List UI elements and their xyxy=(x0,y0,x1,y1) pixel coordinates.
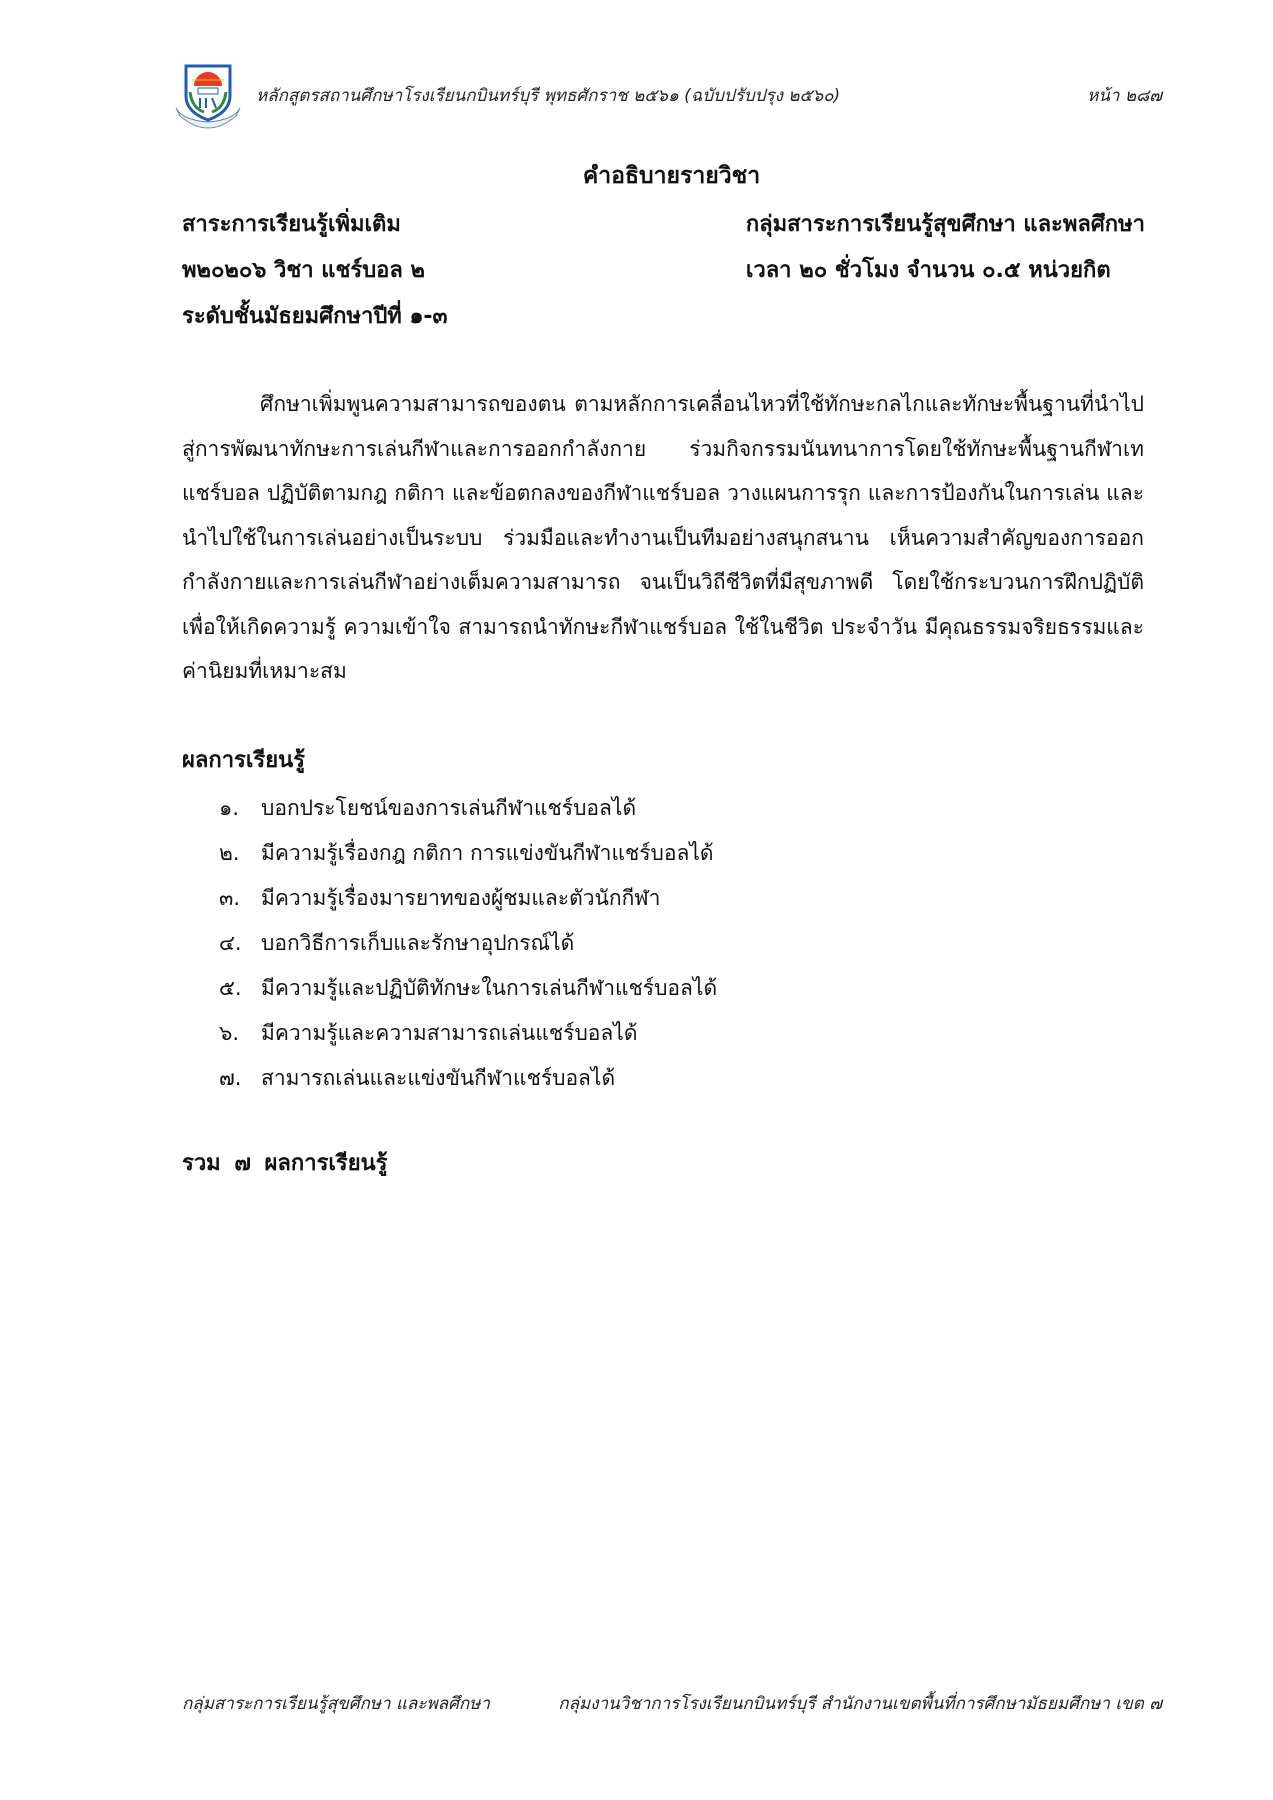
grade-level: ระดับชั้นมัธยมศึกษาปีที่ ๑-๓ xyxy=(182,304,448,329)
footer-school-office: กลุ่มงานวิชาการโรงเรียนกบินทร์บุรี สำนักงานเขตพื้นที่การศึกษามัธยมศึกษา เขต ๗ xyxy=(558,1694,1162,1714)
course-info-right xyxy=(746,202,1145,294)
outcome-number: ๓. xyxy=(219,886,241,910)
outcome-text: มีความรู้และความสามารถเล่นแชร์บอลได้ xyxy=(261,1021,638,1045)
outcome-text: บอกวิธีการเก็บและรักษาอุปกรณ์ได้ xyxy=(261,931,575,955)
outcomes-list xyxy=(219,786,717,1101)
outcome-number: ๑. xyxy=(219,796,240,820)
outcomes-total: รวม ๗ ผลการเรียนรู้ xyxy=(182,1151,388,1176)
course-description: ศึกษาเพิ่มพูนความสามารถของตน ตามหลักการเคลื่อนไหวที่ใช้ทักษะกลไกและทักษะพื้นฐานที่นำไปสู่การพัฒนาทักษะการเล่นกีฬาและการออกกำลังกาย ร่วมกิจกรรมนันทนาการโดยใช้ทักษะพื้นฐานกีฬาเทแชร์บอล ปฏิบัติตามกฎ กติกา และข้อตกลงของกีฬาแชร์บอล วางแผนการรุก และการป้องกันในการเล่น และ นำไปใช้ในการเล่นอย่างเป็นระบบ ร่วมมือและทำงานเป็นทีมอย่างสนุกสนาน เห็นความสำคัญของการออกกำลังกายและการเล่นกีฬาอย่างเต็มความสามารถ จนเป็นวิถีชีวิตที่มีสุขภาพดี โดยใช้กระบวนการฝึกปฏิบัติ เพื่อให้เกิดความรู้ ความเข้าใจ สามารถนำทักษะกีฬาแชร์บอล ใช้ในชีวิต ประจำวัน มีคุณธรรมจริยธรรมและค่านิยมที่เหมาะสม xyxy=(182,392,1144,683)
outcome-item xyxy=(219,1011,717,1056)
outcome-item xyxy=(219,921,717,966)
page-header xyxy=(172,62,1162,122)
outcome-text: มีความรู้เรื่องกฎ กติกา การแข่งขันกีฬาแชร์บอลได้ xyxy=(261,841,714,865)
outcome-item xyxy=(219,876,717,921)
outcome-text: บอกประโยชน์ของการเล่นกีฬาแชร์บอลได้ xyxy=(261,796,637,820)
learning-area: กลุ่มสาระการเรียนรู้สุขศึกษา และพลศึกษา xyxy=(745,212,1145,237)
outcomes-heading: ผลการเรียนรู้ xyxy=(182,748,305,773)
outcome-item xyxy=(219,966,717,1011)
curriculum-title: หลักสูตรสถานศึกษาโรงเรียนกบินทร์บุรี พุทธศักราช ๒๕๖๑ (ฉบับปรับปรุง ๒๕๖๐) xyxy=(256,86,841,106)
outcome-item xyxy=(219,786,717,831)
school-crest-logo xyxy=(172,62,244,130)
outcome-number: ๖. xyxy=(219,1021,240,1045)
outcome-text: มีความรู้และปฏิบัติทักษะในการเล่นกีฬาแชร์บอลได้ xyxy=(261,976,718,1000)
course-info-left xyxy=(182,202,448,340)
outcome-number: ๕. xyxy=(219,976,242,1000)
outcome-number: ๔. xyxy=(219,931,242,955)
outcome-number: ๗. xyxy=(219,1066,242,1090)
hours-credits: เวลา ๒๐ ชั่วโมง จำนวน ๐.๕ หน่วยกิต xyxy=(745,258,1111,283)
outcome-number: ๒. xyxy=(219,841,240,865)
course-code-name: พ๒๐๒๐๖ วิชา แชร์บอล ๒ xyxy=(182,258,426,283)
outcome-item xyxy=(219,1056,717,1101)
subject-type: สาระการเรียนรู้เพิ่มเติม xyxy=(182,212,401,237)
document-title: คำอธิบายรายวิชา xyxy=(582,163,761,189)
footer-learning-area: กลุ่มสาระการเรียนรู้สุขศึกษา และพลศึกษา xyxy=(182,1694,490,1714)
outcome-text: สามารถเล่นและแข่งขันกีฬาแชร์บอลได้ xyxy=(261,1066,616,1090)
page-number: หน้า ๒๘๗ xyxy=(1087,86,1162,106)
outcome-text: มีความรู้เรื่องมารยาทของผู้ชมและตัวนักกีฬา xyxy=(261,886,661,910)
outcome-item xyxy=(219,831,717,876)
